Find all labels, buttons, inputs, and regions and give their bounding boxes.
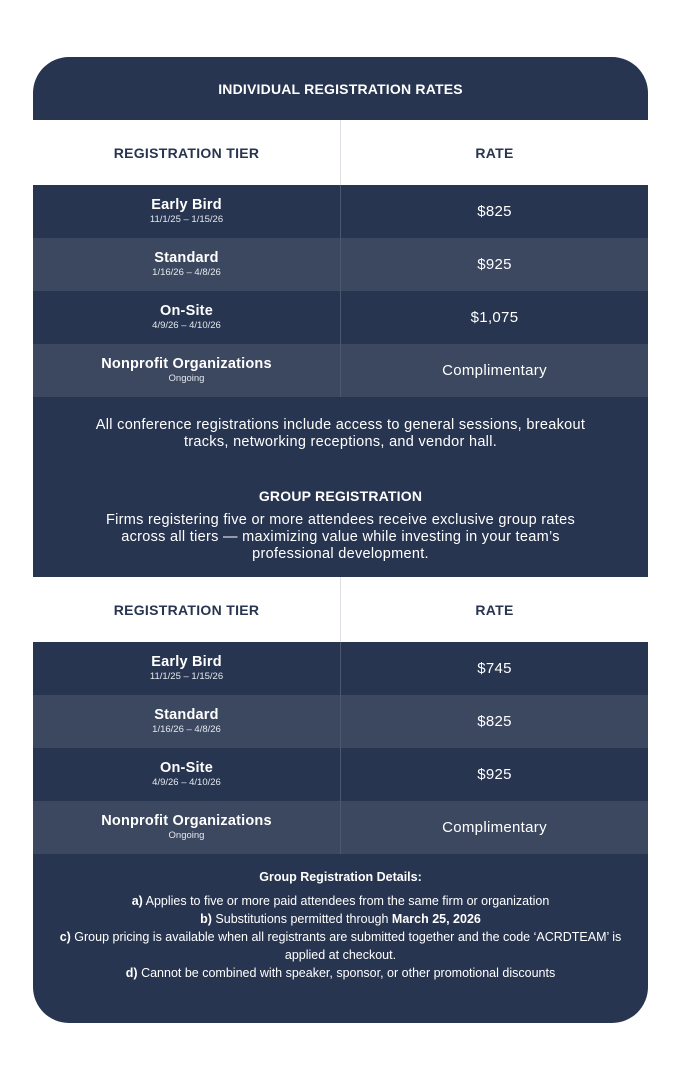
tier-dates: 1/16/26 – 4/8/26 bbox=[152, 724, 221, 735]
individual-table-header bbox=[33, 120, 648, 185]
tier-dates: Ongoing bbox=[168, 373, 205, 384]
tier-dates: Ongoing bbox=[168, 830, 205, 841]
rate-cell: $745 bbox=[477, 660, 512, 677]
detail-label: b) bbox=[200, 912, 212, 926]
detail-text: Substitutions permitted through bbox=[211, 912, 392, 926]
group-table-header bbox=[33, 577, 648, 642]
tier-dates: 4/9/26 – 4/10/26 bbox=[152, 320, 221, 331]
registration-card bbox=[33, 57, 648, 1023]
group-description: Firms registering five or more attendees receive exclusive group rates across all tiers — maximizing value while investing in your team’s professional development. bbox=[105, 512, 576, 562]
tier-cell bbox=[33, 185, 341, 238]
detail-text: Group pricing is available when all registrants are submitted together and the code ‘ACRDTEAM’ is applied at checkout. bbox=[70, 930, 622, 962]
rate-cell: $925 bbox=[477, 766, 512, 783]
table-row bbox=[33, 748, 648, 801]
table-row bbox=[33, 291, 648, 344]
table-row bbox=[33, 695, 648, 748]
tier-name: On-Site bbox=[160, 760, 213, 776]
tier-cell bbox=[33, 748, 341, 801]
tier-cell bbox=[33, 291, 341, 344]
tier-cell bbox=[33, 695, 341, 748]
table-row bbox=[33, 801, 648, 854]
detail-item-d bbox=[53, 964, 628, 982]
rate-cell: $925 bbox=[477, 256, 512, 273]
detail-label: d) bbox=[125, 966, 138, 980]
rate-column-header: RATE bbox=[475, 144, 514, 161]
rate-cell: Complimentary bbox=[442, 362, 547, 379]
table-row bbox=[33, 642, 648, 695]
table-row bbox=[33, 344, 648, 397]
tier-cell bbox=[33, 801, 341, 854]
detail-item-c bbox=[53, 928, 628, 964]
tier-dates: 4/9/26 – 4/10/26 bbox=[152, 777, 221, 788]
tier-name: Early Bird bbox=[151, 654, 222, 670]
detail-label: c) bbox=[59, 930, 71, 944]
detail-text: Applies to five or more paid attendees from the same firm or organization bbox=[142, 894, 550, 908]
tier-column-header: REGISTRATION TIER bbox=[33, 120, 341, 185]
table-row bbox=[33, 185, 648, 238]
rate-cell: $825 bbox=[477, 713, 512, 730]
tier-name: Nonprofit Organizations bbox=[101, 813, 272, 829]
rate-cell: $1,075 bbox=[470, 309, 519, 326]
table-row bbox=[33, 238, 648, 291]
individual-rates-title: INDIVIDUAL REGISTRATION RATES bbox=[218, 80, 463, 97]
tier-name: On-Site bbox=[160, 303, 213, 319]
inclusion-note: All conference registrations include access to general sessions, breakout tracks, networking receptions, and vendor hall. bbox=[95, 417, 586, 450]
rate-cell: Complimentary bbox=[442, 819, 547, 836]
detail-item-b bbox=[53, 910, 628, 928]
tier-dates: 11/1/25 – 1/15/26 bbox=[149, 214, 224, 225]
tier-name: Early Bird bbox=[151, 197, 222, 213]
tier-dates: 11/1/25 – 1/15/26 bbox=[149, 671, 224, 682]
group-details-title: Group Registration Details: bbox=[259, 870, 422, 884]
tier-name: Standard bbox=[154, 250, 219, 266]
rate-column-header: RATE bbox=[475, 601, 514, 618]
detail-item-a bbox=[53, 892, 628, 910]
detail-text: Cannot be combined with speaker, sponsor, or other promotional discounts bbox=[137, 966, 556, 980]
substitution-deadline: March 25, 2026 bbox=[391, 912, 481, 926]
tier-cell bbox=[33, 642, 341, 695]
tier-cell bbox=[33, 238, 341, 291]
tier-column-header: REGISTRATION TIER bbox=[33, 577, 341, 642]
tier-cell bbox=[33, 344, 341, 397]
group-details bbox=[33, 854, 648, 982]
tier-name: Standard bbox=[154, 707, 219, 723]
tier-name: Nonprofit Organizations bbox=[101, 356, 272, 372]
tier-dates: 1/16/26 – 4/8/26 bbox=[152, 267, 221, 278]
rate-cell: $825 bbox=[477, 203, 512, 220]
group-registration-title: GROUP REGISTRATION bbox=[258, 488, 423, 504]
detail-label: a) bbox=[131, 894, 143, 908]
